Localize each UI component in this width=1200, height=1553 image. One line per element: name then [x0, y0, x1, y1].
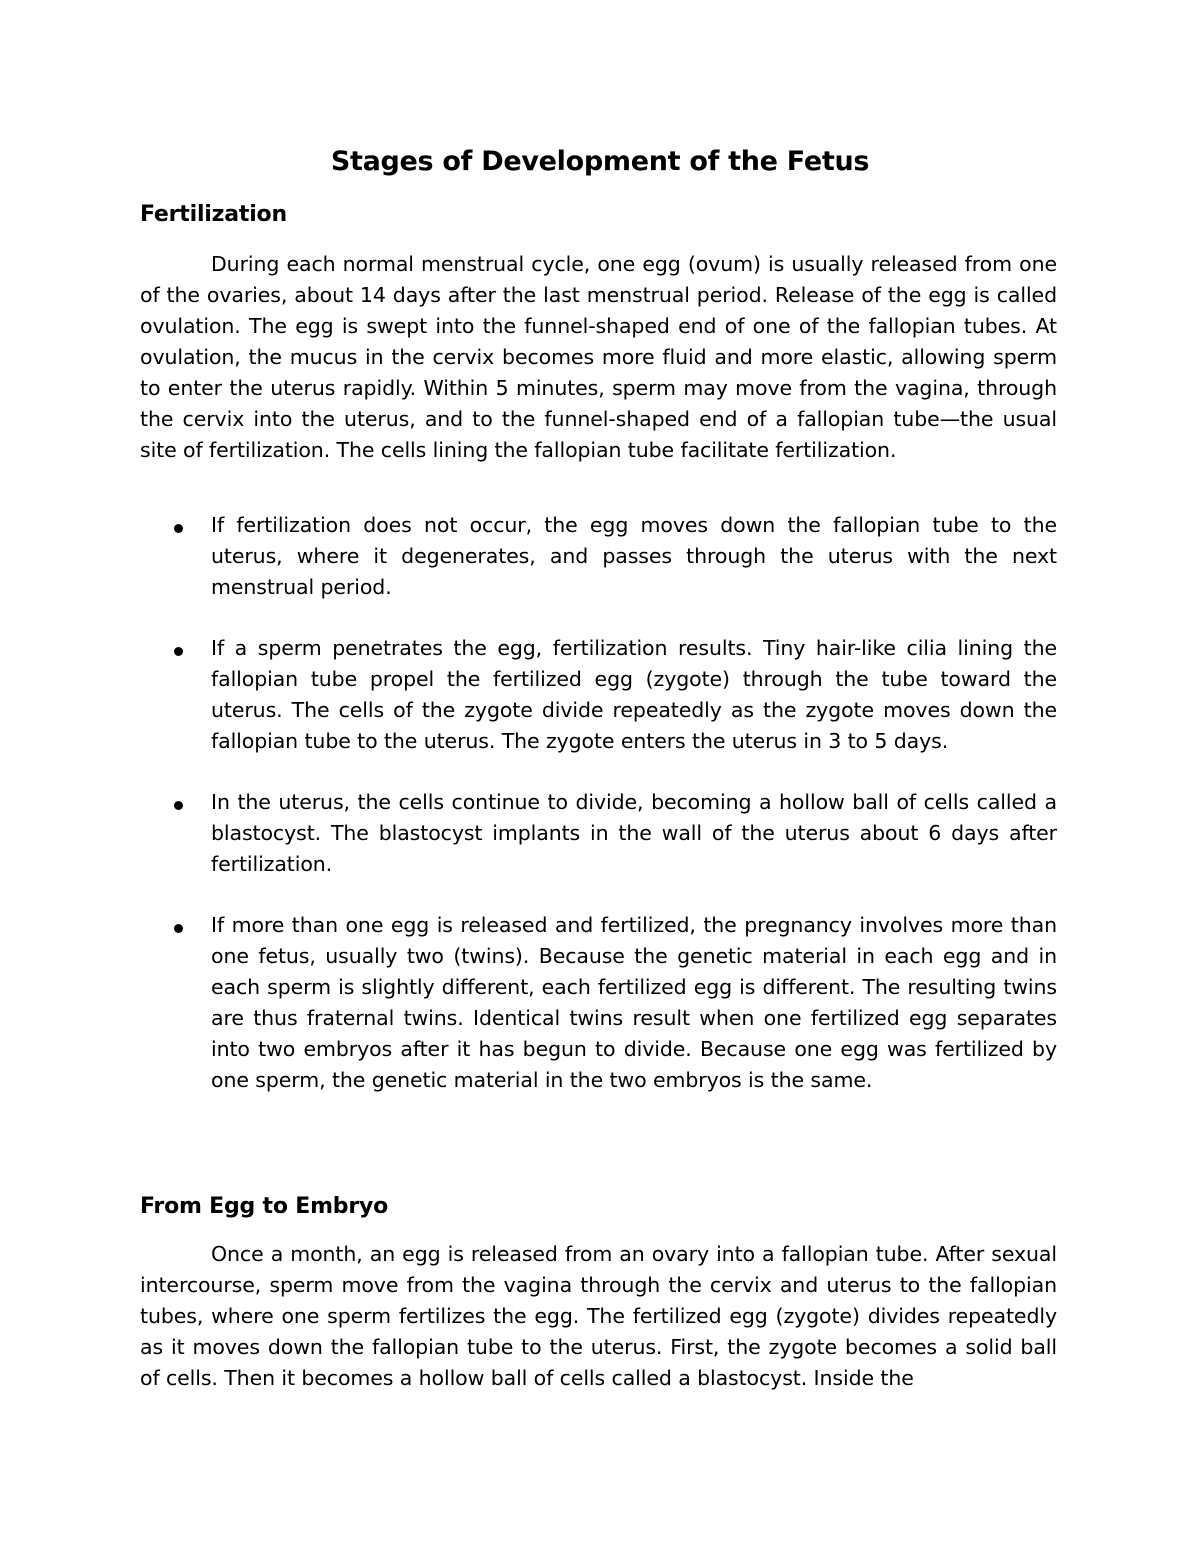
bullet-text: If a sperm penetrates the egg, fertilization results. Tiny hair-like cilia lining the fallopian tube propel the fertilized egg (zygote) through the tube toward the uterus. The cells of the zygote divide repeatedly as the zygote moves down the fallopian tube to the uterus. The zygote enters the uterus in 3 to 5 days.	[211, 636, 1057, 753]
section-heading-fertilization: Fertilization	[140, 202, 287, 227]
bullet-text: If more than one egg is released and fertilized, the pregnancy involves more than one fetus, usually two (twins). Because the genetic material in each egg and in each sperm is slightly different, each fertilized egg is different. The resulting twins are thus fraternal twins. Identical twins result when one fertilized egg separates into two embryos after it has begun to divide. Because one egg was fertilized by one sperm, the genetic material in the two embryos is the same.	[211, 913, 1057, 1092]
section-heading-egg-to-embryo: From Egg to Embryo	[140, 1194, 389, 1219]
bullet-icon	[174, 801, 183, 810]
bullet-icon	[174, 524, 183, 533]
bullet-text: In the uterus, the cells continue to divide, becoming a hollow ball of cells called a blastocyst. The blastocyst implants in the wall of the uterus about 6 days after fertilization.	[211, 790, 1057, 876]
fertilization-intro-paragraph: During each normal menstrual cycle, one egg (ovum) is usually released from one of the ovaries, about 14 days after the last menstrual period. Release of the egg is called ovulation. The egg is swept into the funnel-shaped end of one of the fallopian tubes. At ovulation, the mucus in the cervix becomes more fluid and more elastic, allowing sperm to enter the uterus rapidly. Within 5 minutes, sperm may move from the vagina, through the cervix into the uterus, and to the funnel-shaped end of a fallopian tube—the usual site of fertilization. The cells lining the fallopian tube facilitate fertilization.	[140, 252, 1057, 462]
bullet-text: If fertilization does not occur, the egg moves down the fallopian tube to the uterus, where it degenerates, and passes through the uterus with the next menstrual period.	[211, 513, 1057, 599]
bullet-icon	[174, 647, 183, 656]
egg-to-embryo-paragraph: Once a month, an egg is released from an ovary into a fallopian tube. After sexual intercourse, sperm move from the vagina through the cervix and uterus to the fallopian tubes, where one sperm fertilizes the egg. The fertilized egg (zygote) divides repeatedly as it moves down the fallopian tube to the uterus. First, the zygote becomes a solid ball of cells. Then it becomes a hollow ball of cells called a blastocyst. Inside the	[140, 1242, 1057, 1390]
bullet-icon	[174, 924, 183, 933]
document-title: Stages of Development of the Fetus	[330, 146, 870, 177]
